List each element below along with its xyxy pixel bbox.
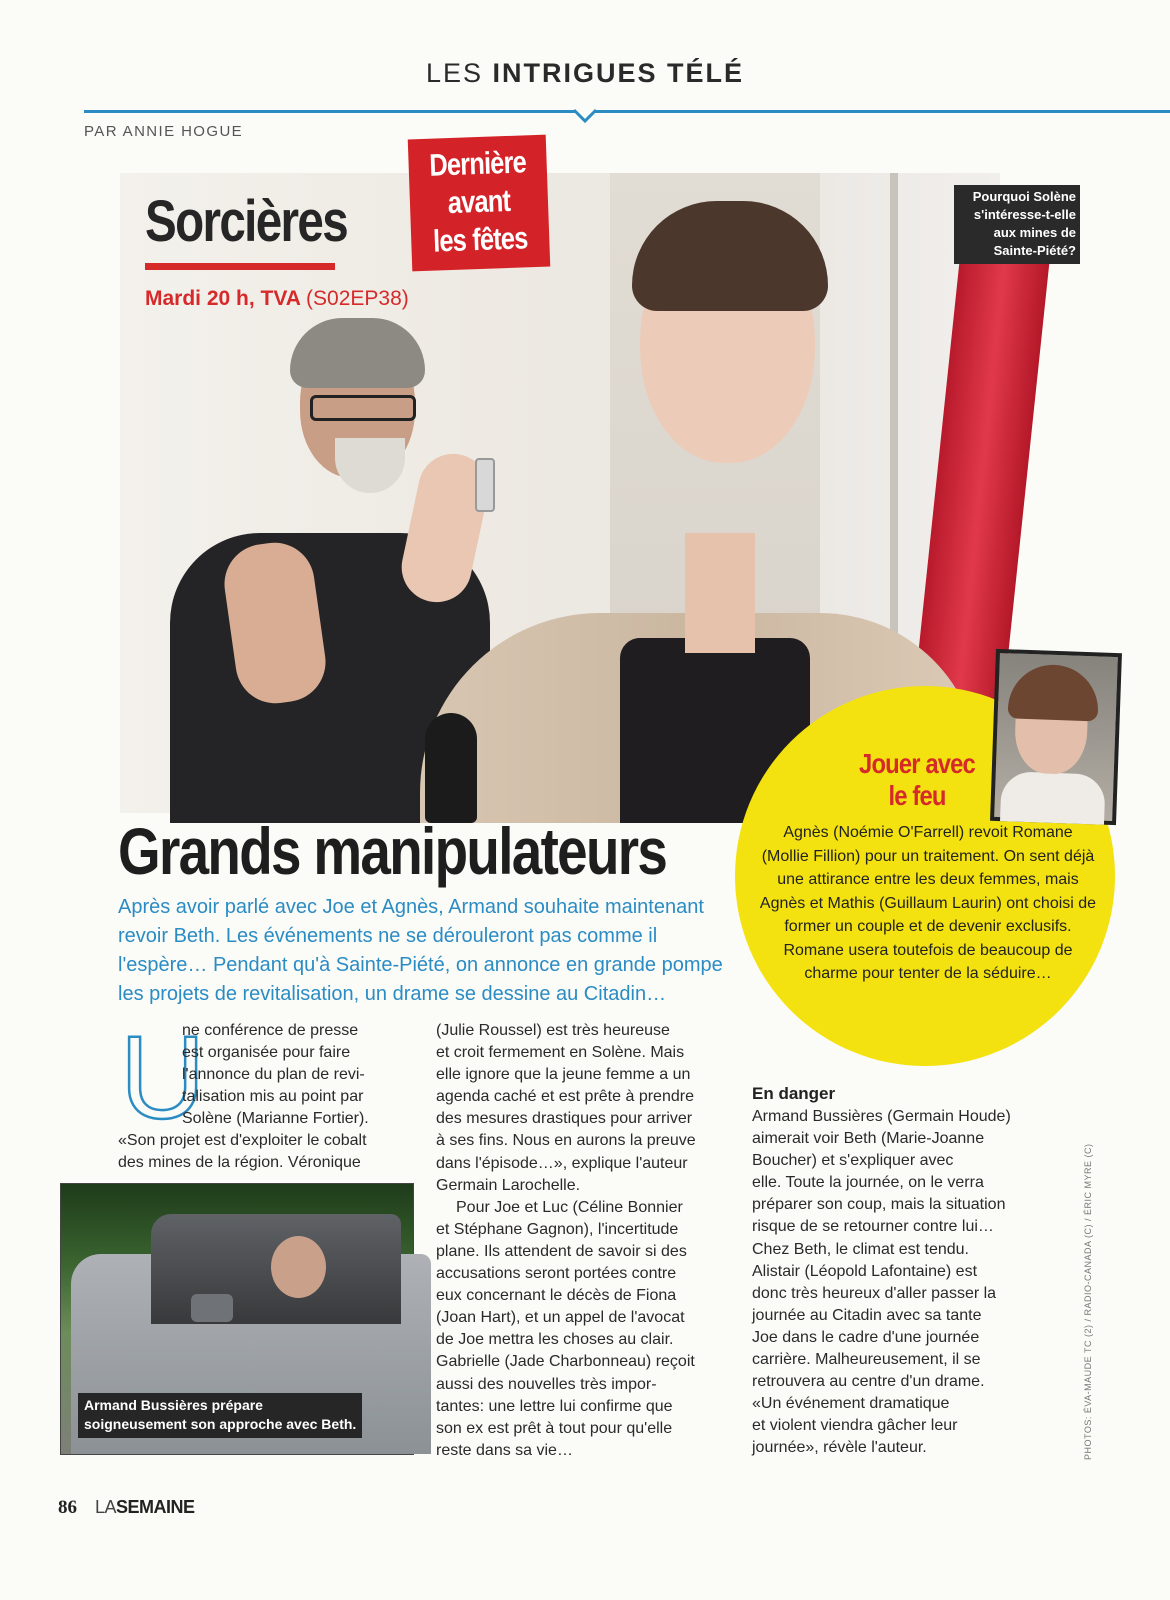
header-rule-notch	[574, 108, 596, 130]
text-line: Boucher) et s'expliquer avec	[752, 1152, 954, 1170]
show-title-underline	[145, 263, 335, 270]
caption-line-1: Armand Bussières prépare	[84, 1397, 263, 1413]
text-line: (Joan Hart), et un appel de l'avocat	[436, 1309, 685, 1327]
text-line: journée», révèle l'auteur.	[752, 1439, 927, 1457]
text-line: elle ignore que la jeune femme a un	[436, 1066, 691, 1084]
article-intro: Après avoir parlé avec Joe et Agnès, Armand souhaite maintenant revoir Beth. Les événements ne se dérouleront pas comme il l'espère… Pendant qu'à Sainte-Piété, on annonce en grande pompe les projets de revitalisation, un drame se dessine au Citadin…	[118, 896, 723, 1005]
magazine-name	[95, 1497, 195, 1518]
question-line: Pourquoi Solène	[972, 189, 1076, 204]
text-line: aimerait voir Beth (Marie-Joanne	[752, 1130, 985, 1148]
photo-question-caption	[954, 185, 1080, 264]
sidebar-title-line-2: le feu	[888, 780, 946, 811]
show-episode: (S02EP38)	[306, 287, 409, 310]
text-line: et violent viendra gâcher leur	[752, 1417, 958, 1435]
text-line: retrouvera au centre d'un drame.	[752, 1373, 985, 1391]
vial	[475, 458, 495, 512]
article-headline: Grands manipulateurs	[118, 814, 667, 888]
text-line: de Joe mettra les choses au clair.	[436, 1331, 674, 1349]
text-line: «Un événement dramatique	[752, 1395, 950, 1413]
text-line: journée au Citadin avec sa tante	[752, 1306, 982, 1324]
text-line: (Julie Roussel) est très heureuse	[436, 1022, 670, 1039]
microphone	[425, 713, 477, 823]
article-column-3	[752, 1106, 1052, 1460]
text-line: Alistair (Léopold Lafontaine) est	[752, 1262, 978, 1280]
sidebar-title	[853, 748, 981, 812]
sidebar-text: Agnès (Noémie O'Farrell) revoit Romane (Mollie Fillion) pour un traitement. On sent déjà une attirance entre les deux femmes, mais Agnès et Mathis (Guillaum Laurin) ont choisi de former un couple et de devenir exclusifs. Romane usera toutefois de beaucoup de charme pour tenter de la séduire…	[759, 824, 1097, 982]
text-line: «Son projet est d'exploiter le cobalt	[118, 1132, 367, 1149]
text-line: risque de se retourner contre lui…	[752, 1218, 994, 1236]
section-title-bold: INTRIGUES TÉLÉ	[492, 58, 745, 88]
text-line: Solène (Marianne Fortier).	[182, 1110, 369, 1128]
dropcap-u	[118, 1012, 206, 1144]
page-number: 86	[58, 1497, 77, 1518]
text-line: Armand Bussières (Germain Houde)	[752, 1108, 1011, 1125]
last-before-holidays-badge	[408, 135, 551, 272]
badge-line-3: les fêtes	[432, 220, 529, 259]
text-line: accusations seront portées contre	[436, 1265, 677, 1283]
magazine-name-semaine: SEMAINE	[116, 1497, 195, 1517]
question-line: aux mines de	[993, 225, 1076, 240]
question-line: s'intéresse-t-elle	[973, 207, 1076, 222]
text-line: des mesures drastiques pour arriver	[436, 1110, 693, 1128]
show-time-text: Mardi 20 h, TVA	[145, 287, 301, 310]
magazine-name-la: LA	[95, 1497, 117, 1517]
article-column-2	[436, 1020, 736, 1462]
text-line: talisation mis au point par	[182, 1088, 364, 1106]
text-line: plane. Ils attendent de savoir si des	[436, 1242, 687, 1260]
question-line: Sainte-Piété?	[993, 243, 1076, 258]
badge-line-2: avant	[447, 182, 511, 221]
sidebar-inset-photo	[990, 649, 1122, 825]
text-line: et Stéphane Gagnon), l'incertitude	[436, 1220, 679, 1238]
text-line: tantes: une lettre lui confirme que	[436, 1397, 673, 1415]
text-line: à ses fins. Nous en aurons la preuve	[436, 1132, 696, 1150]
text-line: eux concernant le décès de Fiona	[436, 1287, 677, 1305]
text-line: ne conférence de presse	[182, 1022, 359, 1039]
text-line: dans l'épisode…», explique l'auteur	[436, 1154, 688, 1172]
text-line: préparer son coup, mais la situation	[752, 1196, 1006, 1214]
text-line: l'annonce du plan de revi-	[182, 1066, 365, 1084]
caption-line-2: soigneusement son approche avec Beth.	[84, 1416, 357, 1432]
text-line: reste dans sa vie…	[436, 1441, 573, 1459]
svg-text:U: U	[120, 1012, 206, 1144]
car-photo-caption	[78, 1393, 362, 1438]
text-line: est organisée pour faire	[182, 1044, 351, 1062]
text-line: des mines de la région. Véronique	[118, 1154, 361, 1172]
text-line: son ex est prêt à tout pour qu'elle	[436, 1419, 673, 1437]
section-title	[0, 58, 1170, 89]
text-line: agenda caché et est prête à prendre	[436, 1088, 694, 1106]
text-line: Germain Larochelle.	[436, 1176, 581, 1194]
byline: PAR ANNIE HOGUE	[84, 123, 244, 140]
photo-credits: PHOTOS: ÉVA-MAUDE TC (2) / RADIO-CANADA (C) / ÉRIC MYRE (C)	[1083, 1143, 1093, 1460]
text-line: carrière. Malheureusement, il se	[752, 1351, 981, 1369]
driver	[271, 1236, 326, 1298]
article-column-1-rest	[118, 1130, 410, 1174]
sidebar-title-line-1: Jouer avec	[859, 748, 975, 779]
text-line: aussi des nouvelles très impor-	[436, 1375, 657, 1393]
text-line: Chez Beth, le climat est tendu.	[752, 1240, 969, 1258]
article-column-1-top	[182, 1020, 412, 1130]
text-line: Pour Joe et Luc (Céline Bonnier	[456, 1198, 683, 1216]
header-rule	[84, 110, 1170, 113]
show-airtime	[145, 287, 409, 311]
text-line: et croit fermement en Solène. Mais	[436, 1044, 685, 1062]
show-title: Sorcières	[145, 189, 348, 254]
section-heading-en-danger: En danger	[752, 1084, 836, 1103]
text-line: Gabrielle (Jade Charbonneau) reçoit	[436, 1353, 695, 1371]
badge-line-1: Dernière	[428, 144, 527, 183]
section-prefix: LES	[425, 58, 483, 88]
text-line: donc très heureux d'aller passer la	[752, 1284, 997, 1302]
text-line: elle. Toute la journée, on le verra	[752, 1174, 984, 1192]
text-line: Joe dans le cadre d'une journée	[752, 1328, 980, 1346]
